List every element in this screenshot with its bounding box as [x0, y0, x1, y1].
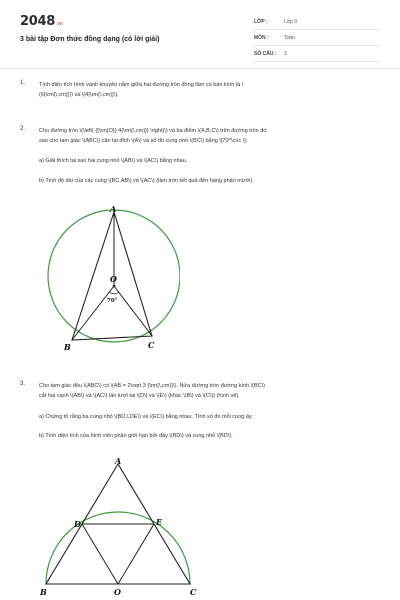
- logo-main: 2048: [20, 14, 55, 29]
- meta-value: Toán: [284, 34, 295, 41]
- question-line: Tính diện tích hình vành khuyên nằm giữa hai đường tròn đồng tâm có bán kính là \: [39, 82, 244, 88]
- meta-row-class: [254, 14, 380, 30]
- segment-od: [82, 524, 118, 584]
- question-number: 1.: [20, 80, 26, 86]
- meta-key: SỐ CÂU :: [254, 50, 277, 57]
- label-o: O: [110, 274, 117, 284]
- question-line: (6{\rm{\,cm}}\) và \(4{\rm{\,cm}}\).: [39, 92, 119, 98]
- label-a: A: [115, 456, 122, 466]
- meta-row-subject: [254, 30, 380, 46]
- point-o: [113, 285, 116, 288]
- logo-suffix: .vn: [55, 21, 63, 27]
- question-part-a: a) Giải thích tại sao hai cung nhỏ \(AB\) và \(AC\) bằng nhau.: [39, 158, 188, 164]
- segment-oe: [118, 524, 154, 584]
- meta-row-count: [254, 46, 380, 62]
- page-title: 3 bài tập Đơn thức đồng dạng (có lời giải): [20, 36, 160, 43]
- question-part-b: b) Tính diện tích của hình viên phân giới hạn bởi dây \(BD\) và cung nhỏ \(BD\).: [39, 433, 233, 439]
- figure-question-2: [40, 200, 180, 360]
- question-line: Cho tam giác đều \(ABC\) có \(AB = 2\sqrt 3 {\rm{\,cm}}\). Nửa đường tròn đường kính \(BC\): [39, 383, 265, 389]
- site-logo[interactable]: [20, 14, 63, 29]
- question-text: [39, 126, 381, 146]
- meta-info: [254, 14, 380, 62]
- question-line: cắt hai cạnh \(AB\) và \(AC\) lần lượt tại \(D\) và \(E\) (khác \(B\) và \(C\)) (hình vẽ).: [39, 393, 240, 399]
- label-o: O: [114, 587, 121, 597]
- figure-question-3: [36, 454, 206, 600]
- meta-value: 3: [284, 50, 287, 57]
- label-c: C: [148, 340, 155, 350]
- header-divider: [0, 68, 400, 69]
- label-c: C: [190, 587, 197, 597]
- question-part-b: b) Tính độ dài của các cung \(BC,AB\) và \(AC\) (làm tròn kết quả đến hàng phần mười).: [39, 178, 254, 184]
- question-line: Cho đường tròn \(\left( {{\rm{O}};4{\rm{\,cm}}} \right)\) và ba điểm \(A,B,C\) trên đường tròn đó: [39, 128, 267, 134]
- angle-arc: [109, 292, 119, 294]
- question-number: 3.: [20, 381, 26, 387]
- question-text: [39, 381, 381, 401]
- page-header: [0, 0, 400, 66]
- label-d: D: [74, 519, 81, 529]
- meta-key: MÔN :: [254, 34, 269, 41]
- question-number: 2.: [20, 126, 26, 132]
- meta-key: LỚP :: [254, 18, 268, 25]
- label-e: E: [156, 517, 163, 527]
- question-part-a: a) Chứng tỏ rằng ba cung nhỏ \(BD,\,DE\) và \(EC\) bằng nhau. Tính số đo mỗi cung ấy.: [39, 414, 253, 420]
- meta-value: Lớp 9: [284, 18, 298, 25]
- label-b: B: [64, 342, 71, 352]
- label-angle: 70°: [107, 298, 118, 304]
- label-b: B: [40, 587, 47, 597]
- segment-oc: [114, 286, 152, 336]
- question-text: [39, 80, 381, 100]
- label-a: A: [110, 204, 117, 214]
- segment-ob: [72, 286, 114, 340]
- question-line: sao cho tam giác \(ABC\) cân tại đỉnh \(A\) và số đo cung nhỏ \(BC\) bằng \[70^\circ \].: [39, 138, 248, 144]
